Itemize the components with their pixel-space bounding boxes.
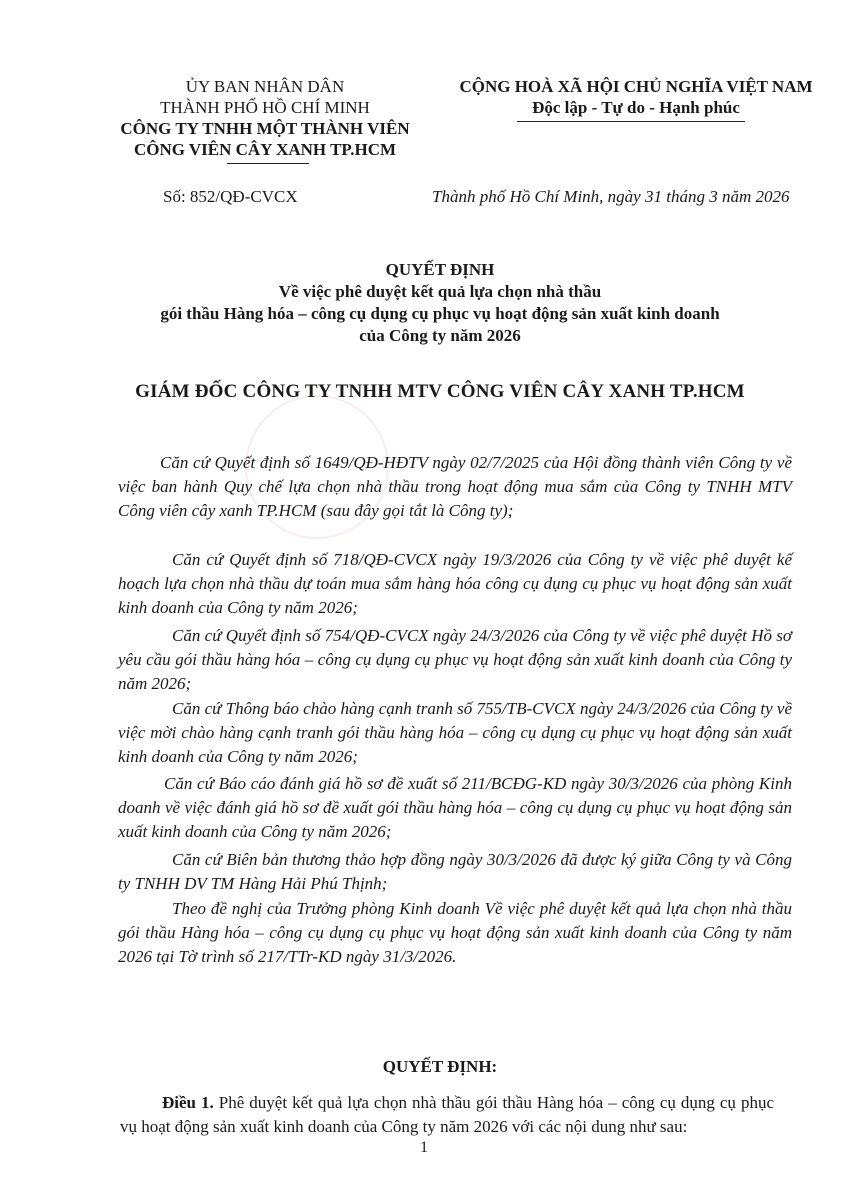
title-heading: QUYẾT ĐỊNH <box>385 260 495 279</box>
title-line-3: của Công ty năm 2026 <box>359 326 521 345</box>
agency-header <box>70 76 460 160</box>
agency-line-1: ỦY BAN NHÂN DÂN <box>185 77 345 96</box>
legal-basis-2: Căn cứ Quyết định số 718/QĐ-CVCX ngày 19/3/2026 của Công ty về việc phê duyệt kế hoạch lựa chọn nhà thầu dự toán mua sắm hàng hóa công cụ dụng cụ phục vụ hoạt động sản xuất kinh doanh của Công ty năm 2026; <box>118 550 792 617</box>
motto-underline <box>517 121 745 122</box>
issuing-authority: GIÁM ĐỐC CÔNG TY TNHH MTV CÔNG VIÊN CÂY XANH TP.HCM <box>135 381 745 402</box>
article-1-label: Điều 1. <box>162 1093 214 1112</box>
country-name: CỘNG HOÀ XÃ HỘI CHỦ NGHĨA VIỆT NAM <box>459 77 813 96</box>
page-number: 1 <box>420 1139 428 1156</box>
legal-basis-7: Theo đề nghị của Trưởng phòng Kinh doanh Về việc phê duyệt kết quả lựa chọn nhà thầu gói thầu Hàng hóa – công cụ dụng cụ phục vụ hoạt động sản xuất kinh doanh của Công ty năm 2026 tại Tờ trình số 217/TTr-KD ngày 31/3/2026. <box>118 899 792 966</box>
legal-basis-4: Căn cứ Thông báo chào hàng cạnh tranh số 755/TB-CVCX ngày 24/3/2026 của Công ty về việc mời chào hàng cạnh tranh gói thầu hàng hóa – công cụ dụng cụ phục vụ hoạt động sản xuất kinh doanh của Công ty năm 2026; <box>118 699 792 766</box>
national-motto-header <box>424 76 848 118</box>
legal-basis-1: Căn cứ Quyết định số 1649/QĐ-HĐTV ngày 02/7/2025 của Hội đồng thành viên Công ty về việc ban hành Quy chế lựa chọn nhà thầu trong hoạt động mua sắm của Công ty TNHH MTV Công viên cây xanh TP.HCM (sau đây gọi tắt là Công ty); <box>118 453 792 520</box>
legal-basis-3: Căn cứ Quyết định số 754/QĐ-CVCX ngày 24/3/2026 của Công ty về việc phê duyệt Hồ sơ yêu cầu gói thầu hàng hóa – công cụ dụng cụ phục vụ hoạt động sản xuất kinh doanh của Công ty năm 2026; <box>118 626 792 693</box>
agency-line-2: THÀNH PHỐ HỒ CHÍ MINH <box>160 98 370 117</box>
company-line-1: CÔNG TY TNHH MỘT THÀNH VIÊN <box>120 119 410 138</box>
article-1 <box>120 1091 774 1139</box>
agency-underline <box>227 163 309 164</box>
article-1-text: Phê duyệt kết quả lựa chọn nhà thầu gói thầu Hàng hóa – công cụ dụng cụ phục vụ hoạt động sản xuất kinh doanh của Công ty năm 2026 với các nội dung như sau: <box>120 1093 774 1136</box>
title-line-1: Về việc phê duyệt kết quả lựa chọn nhà thầu <box>278 282 602 301</box>
company-line-2: CÔNG VIÊN CÂY XANH TP.HCM <box>133 140 397 159</box>
motto: Độc lập - Tự do - Hạnh phúc <box>532 98 740 117</box>
legal-basis-5: Căn cứ Báo cáo đánh giá hồ sơ đề xuất số 211/BCĐG-KD ngày 30/3/2026 của phòng Kinh doanh về việc đánh giá hồ sơ đề xuất gói thầu hàng hóa – công cụ dụng cụ phục vụ hoạt động sản xuất kinh doanh của Công ty năm 2026; <box>118 774 792 841</box>
title-line-2: gói thầu Hàng hóa – công cụ dụng cụ phục vụ hoạt động sản xuất kinh doanh <box>160 304 720 323</box>
decision-heading: QUYẾT ĐỊNH: <box>382 1057 498 1076</box>
decision-title <box>60 259 820 347</box>
document-number: Số: 852/QĐ-CVCX <box>163 187 298 206</box>
issue-date: Thành phố Hồ Chí Minh, ngày 31 tháng 3 năm 2026 <box>432 187 790 206</box>
legal-basis-6: Căn cứ Biên bản thương thảo hợp đồng ngày 30/3/2026 đã được ký giữa Công ty và Công ty TNHH DV TM Hàng Hải Phú Thịnh; <box>118 850 792 893</box>
